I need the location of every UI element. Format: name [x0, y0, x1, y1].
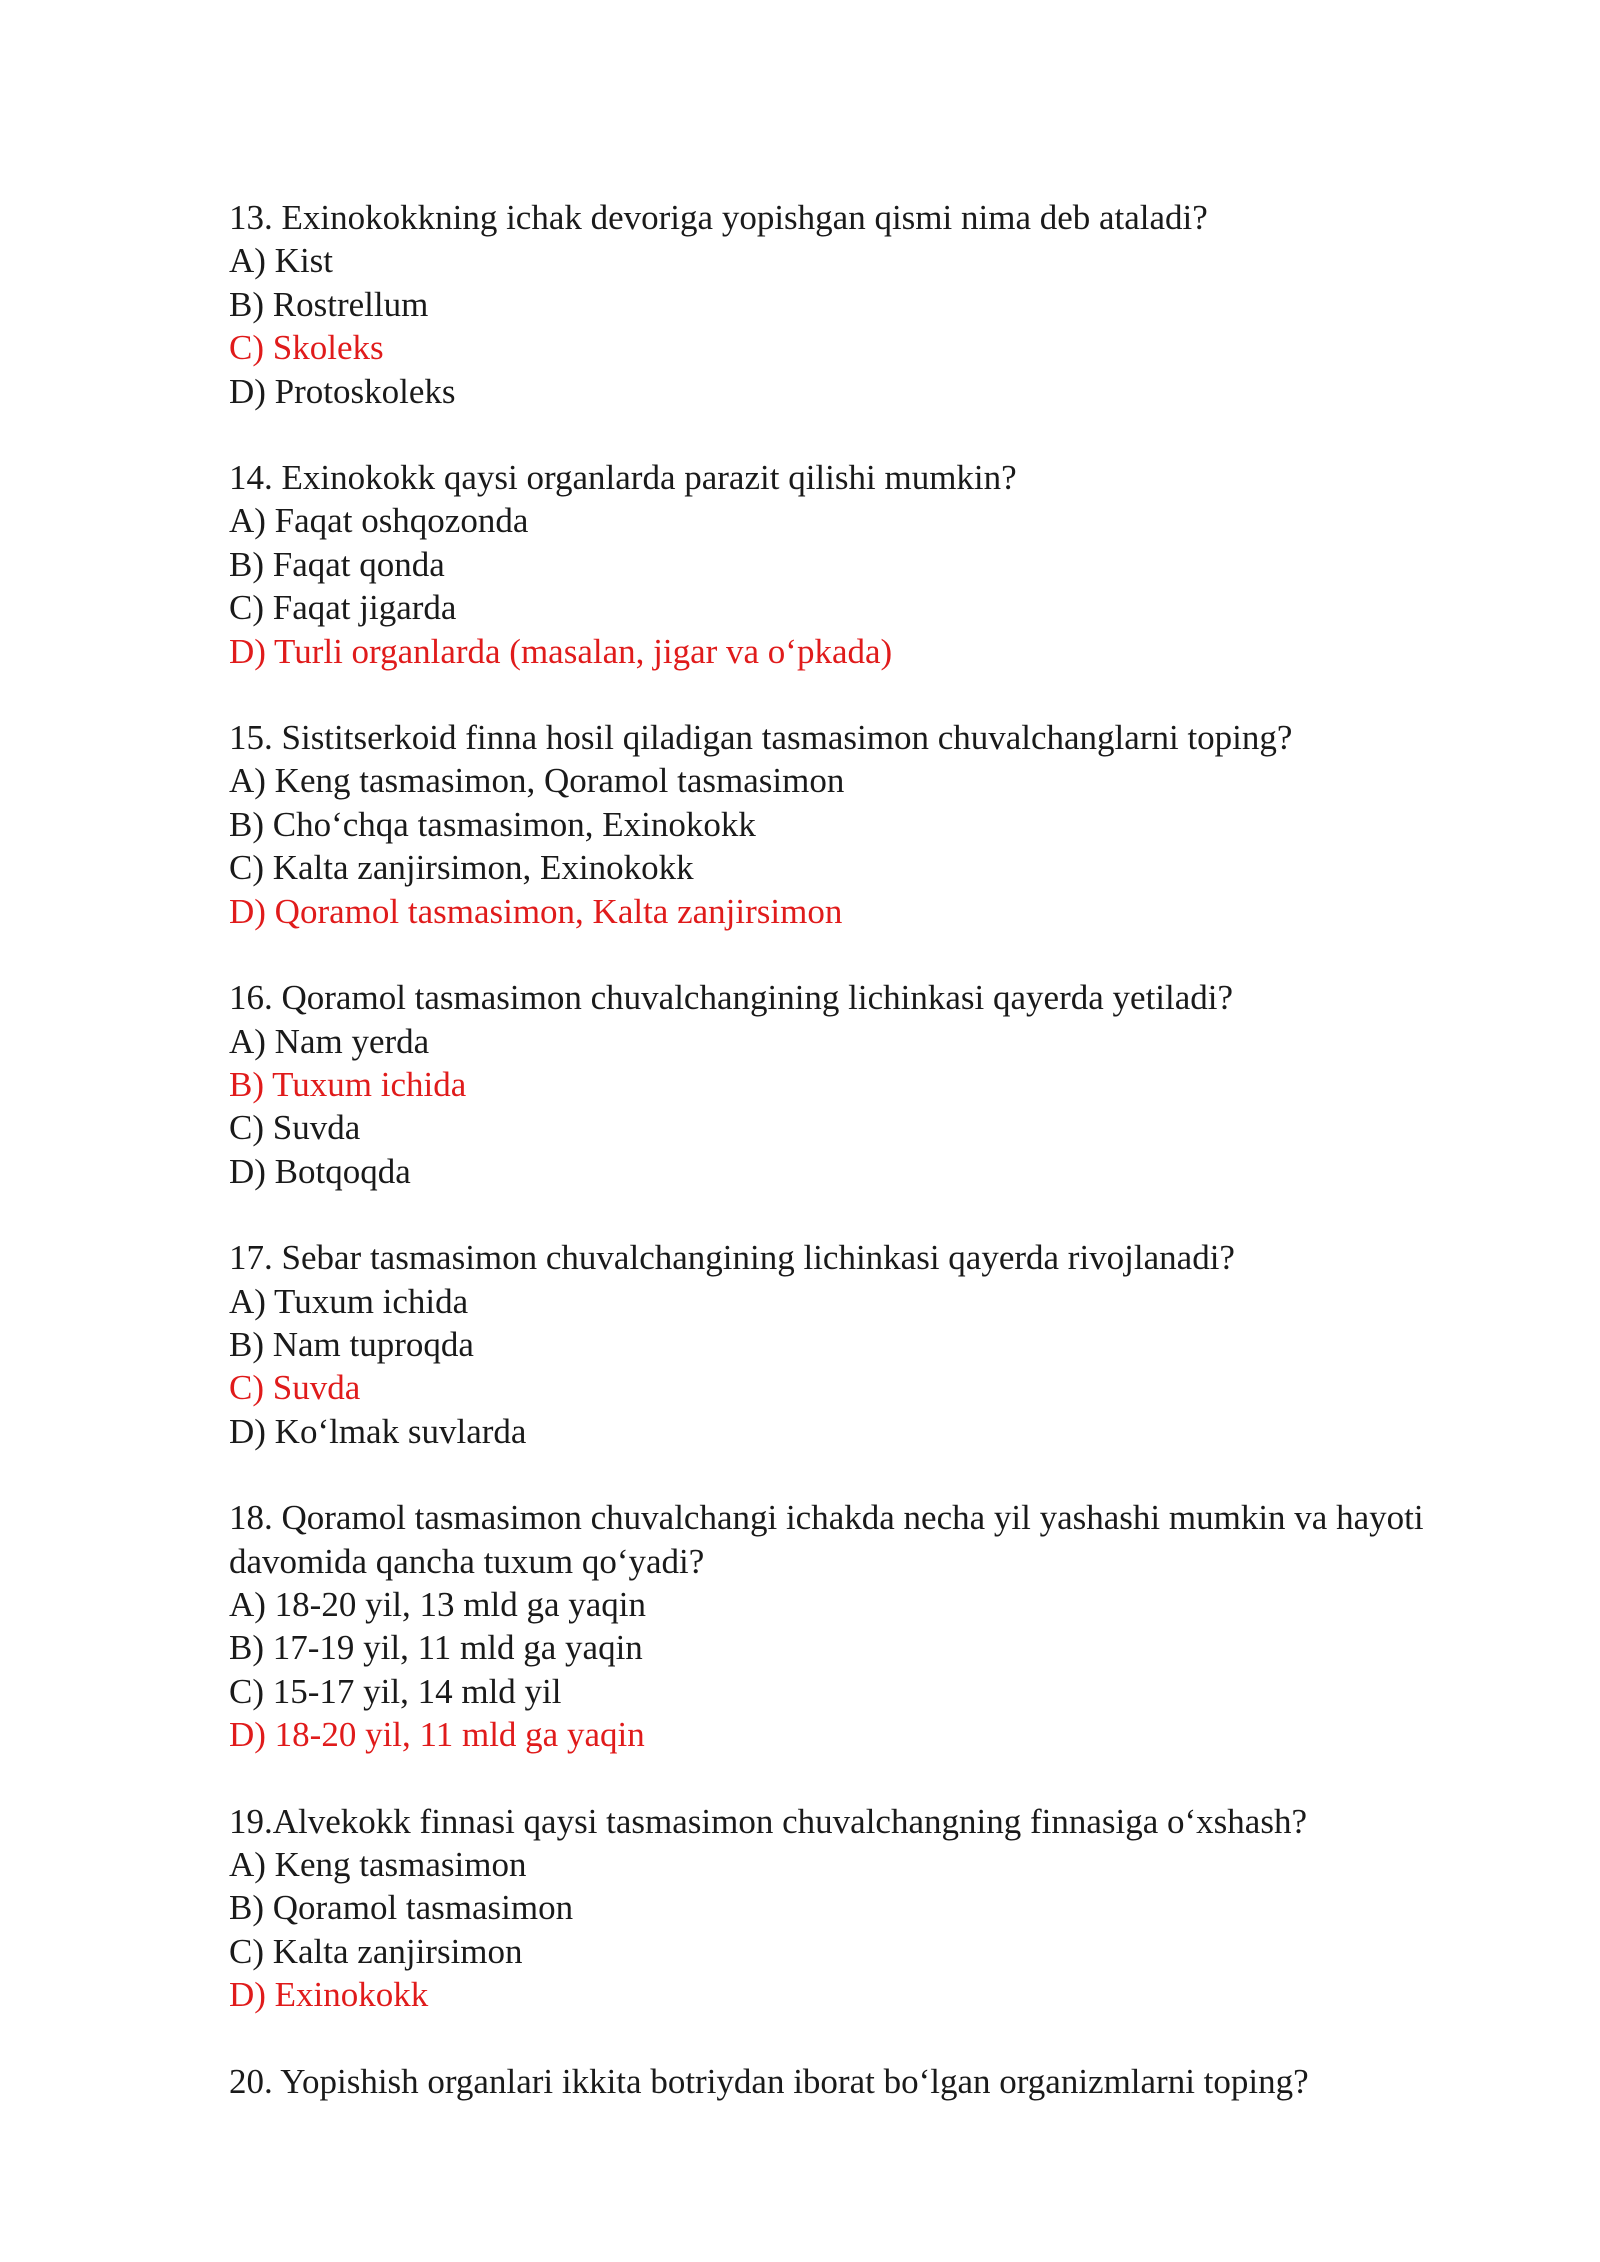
option-b: B) Nam tuproqda: [229, 1324, 474, 1364]
option-c: C) 15-17 yil, 14 mld yil: [229, 1671, 562, 1711]
question-15: [229, 716, 1429, 933]
option-b-correct: B) Tuxum ichida: [229, 1064, 467, 1104]
question-text: 18. Qoramol tasmasimon chuvalchangi ichakda necha yil yashashi mumkin va hayoti davomida qancha tuxum qo‘yadi?: [229, 1498, 1424, 1581]
option-b: B) Cho‘chqa tasmasimon, Exinokokk: [229, 804, 756, 844]
question-17: [229, 1236, 1429, 1453]
option-d-correct: D) Turli organlarda (masalan, jigar va o‘pkada): [229, 631, 893, 671]
option-d-correct: D) Exinokokk: [229, 1975, 429, 2015]
question-text: 16. Qoramol tasmasimon chuvalchangining lichinkasi qayerda yetiladi?: [229, 978, 1234, 1018]
question-20: [229, 2060, 1429, 2103]
option-c-correct: C) Suvda: [229, 1368, 361, 1408]
option-a: A) 18-20 yil, 13 mld ga yaqin: [229, 1584, 647, 1624]
question-text: 13. Exinokokkning ichak devoriga yopishgan qismi nima deb ataladi?: [229, 198, 1208, 237]
option-a: A) Faqat oshqozonda: [229, 501, 529, 541]
question-13: [229, 196, 1429, 413]
option-d: D) Ko‘lmak suvlarda: [229, 1411, 527, 1451]
question-text: 15. Sistitserkoid finna hosil qiladigan tasmasimon chuvalchanglarni toping?: [229, 718, 1293, 758]
question-text: 20. Yopishish organlari ikkita botriydan iborat bo‘lgan organizmlarni toping?: [229, 2061, 1309, 2101]
question-19: [229, 1800, 1429, 2017]
option-c-correct: C) Skoleks: [229, 328, 384, 368]
option-b: B) 17-19 yil, 11 mld ga yaqin: [229, 1628, 643, 1668]
option-a: A) Nam yerda: [229, 1021, 430, 1061]
option-a: A) Tuxum ichida: [229, 1281, 469, 1321]
document-page: [229, 196, 1429, 2146]
option-d: D) Botqoqda: [229, 1151, 411, 1191]
question-text: 14. Exinokokk qaysi organlarda parazit qilishi mumkin?: [229, 458, 1017, 498]
option-c: C) Faqat jigarda: [229, 588, 457, 628]
option-b: B) Faqat qonda: [229, 544, 445, 584]
option-a: A) Keng tasmasimon: [229, 1845, 527, 1884]
option-d-correct: D) 18-20 yil, 11 mld ga yaqin: [229, 1715, 645, 1755]
option-c: C) Kalta zanjirsimon, Exinokokk: [229, 848, 694, 888]
question-text: 17. Sebar tasmasimon chuvalchangining lichinkasi qayerda rivojlanadi?: [229, 1238, 1235, 1278]
question-18: [229, 1496, 1429, 1756]
option-b: B) Rostrellum: [229, 284, 429, 324]
option-c: C) Suvda: [229, 1108, 361, 1148]
question-14: [229, 456, 1429, 673]
option-a: A) Keng tasmasimon, Qoramol tasmasimon: [229, 761, 845, 801]
option-b: B) Qoramol tasmasimon: [229, 1888, 574, 1928]
option-d: D) Protoskoleks: [229, 371, 456, 411]
option-d-correct: D) Qoramol tasmasimon, Kalta zanjirsimon: [229, 891, 843, 931]
question-text: 19.Alvekokk finnasi qaysi tasmasimon chuvalchangning finnasiga o‘xshash?: [229, 1801, 1307, 1841]
question-16: [229, 976, 1429, 1193]
option-a: A) Kist: [229, 241, 334, 281]
option-c: C) Kalta zanjirsimon: [229, 1931, 523, 1971]
